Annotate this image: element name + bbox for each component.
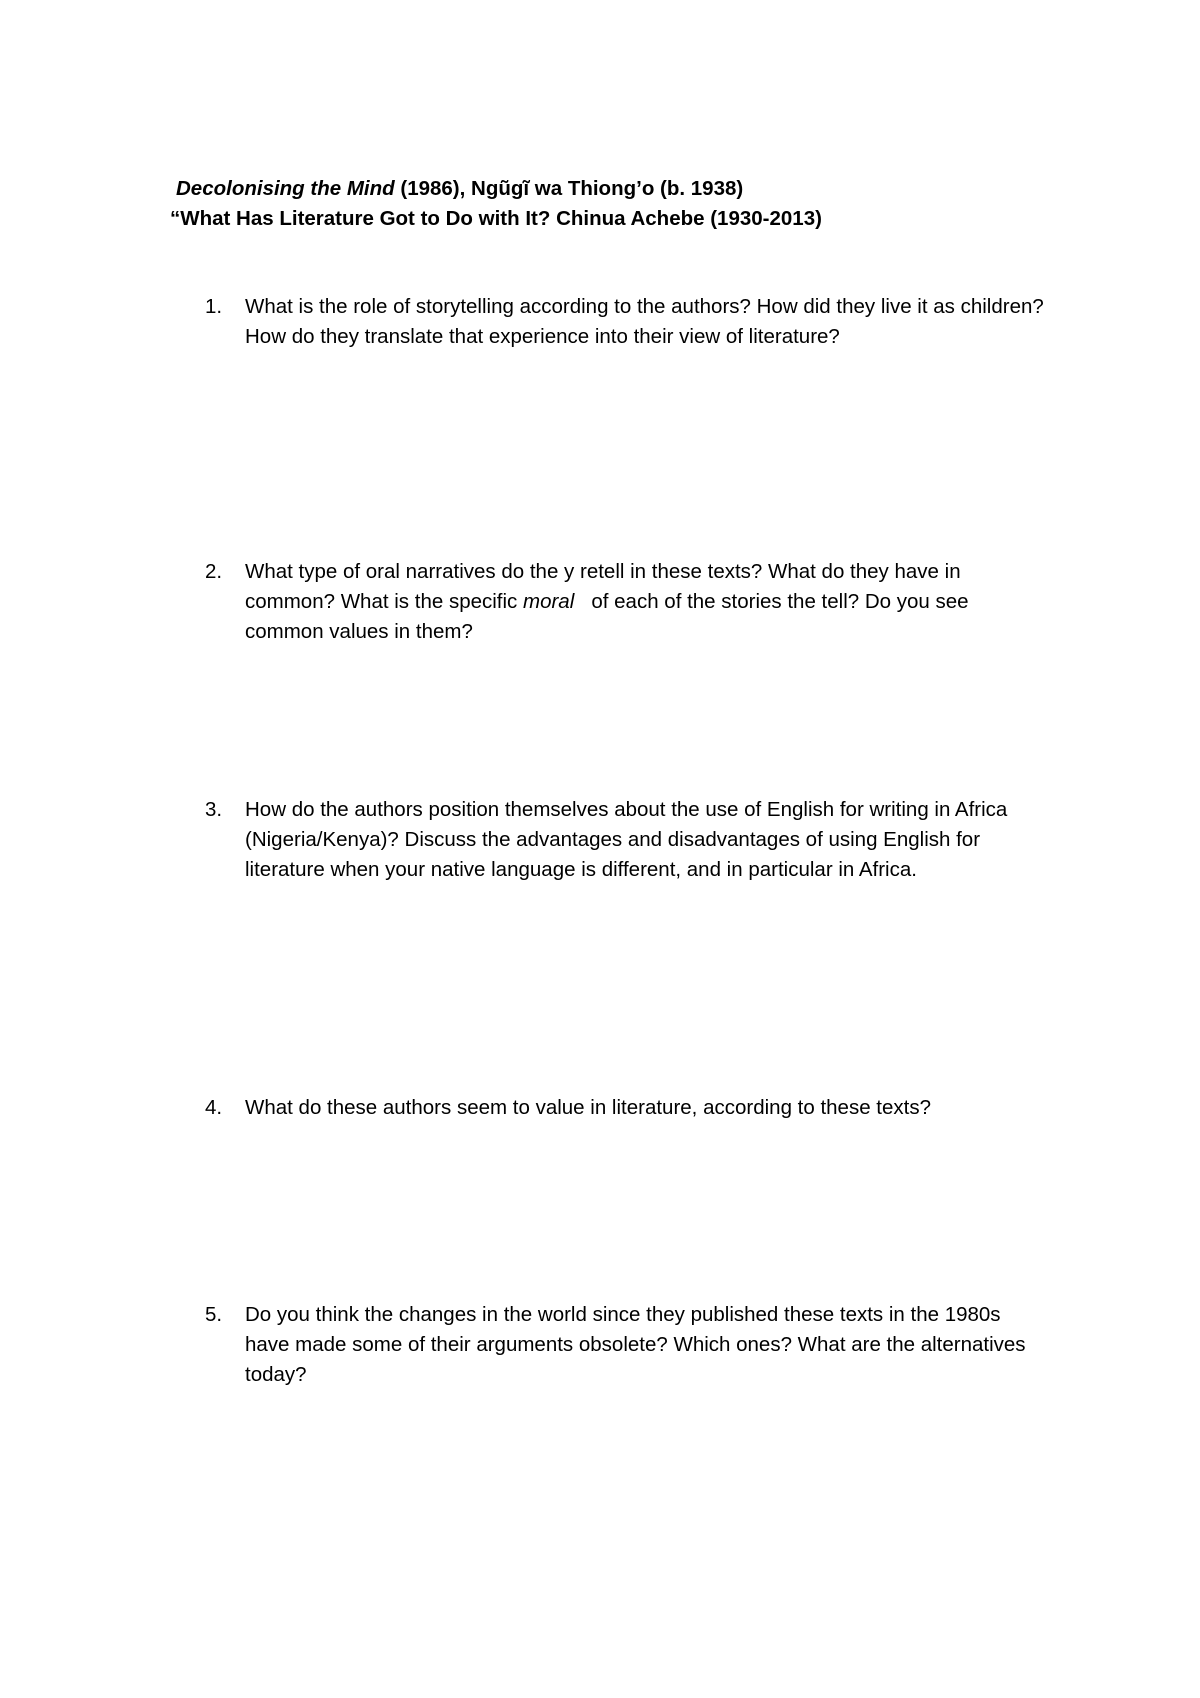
question-number: 2.	[205, 560, 223, 583]
question-4	[205, 1093, 1045, 1123]
document-header	[170, 174, 1076, 234]
question-number: 1.	[205, 295, 223, 318]
question-number: 3.	[205, 798, 223, 821]
question-number: 5.	[205, 1303, 223, 1326]
question-text-part: of each of the stories the tell? Do you see common values in them?	[245, 590, 975, 643]
question-3	[205, 795, 1045, 885]
question-2	[205, 557, 1045, 647]
question-text-part: What type of oral narratives do the y retell in these texts? What do they have in common? What is the specific	[245, 560, 961, 613]
header-line-2: “What Has Literature Got to Do with It? Chinua Achebe (1930-2013)	[170, 207, 822, 230]
question-text: How do the authors position themselves about the use of English for writing in Africa (Nigeria/Kenya)? Discuss the advantages and disadvantages of using English for literature when your native language is different, and in particular in Africa.	[245, 798, 1008, 881]
book-title: Decolonising the Mind	[176, 177, 395, 200]
question-text	[245, 557, 1045, 647]
question-text: What do these authors seem to value in literature, according to these texts?	[245, 1096, 931, 1119]
question-text-italic: moral	[523, 590, 575, 613]
question-text: What is the role of storytelling according to the authors? How did they live it as children? How do they translate that experience into their view of literature?	[245, 295, 1044, 348]
question-1	[205, 292, 1045, 352]
header-line-1	[176, 174, 1076, 204]
question-text: Do you think the changes in the world since they published these texts in the 1980s have made some of their arguments obsolete? Which ones? What are the alternatives today?	[245, 1303, 1026, 1386]
book-details: (1986), Ngũgĩ wa Thiong’o (b. 1938)	[394, 177, 744, 200]
question-5	[205, 1300, 1045, 1390]
question-number: 4.	[205, 1096, 223, 1119]
